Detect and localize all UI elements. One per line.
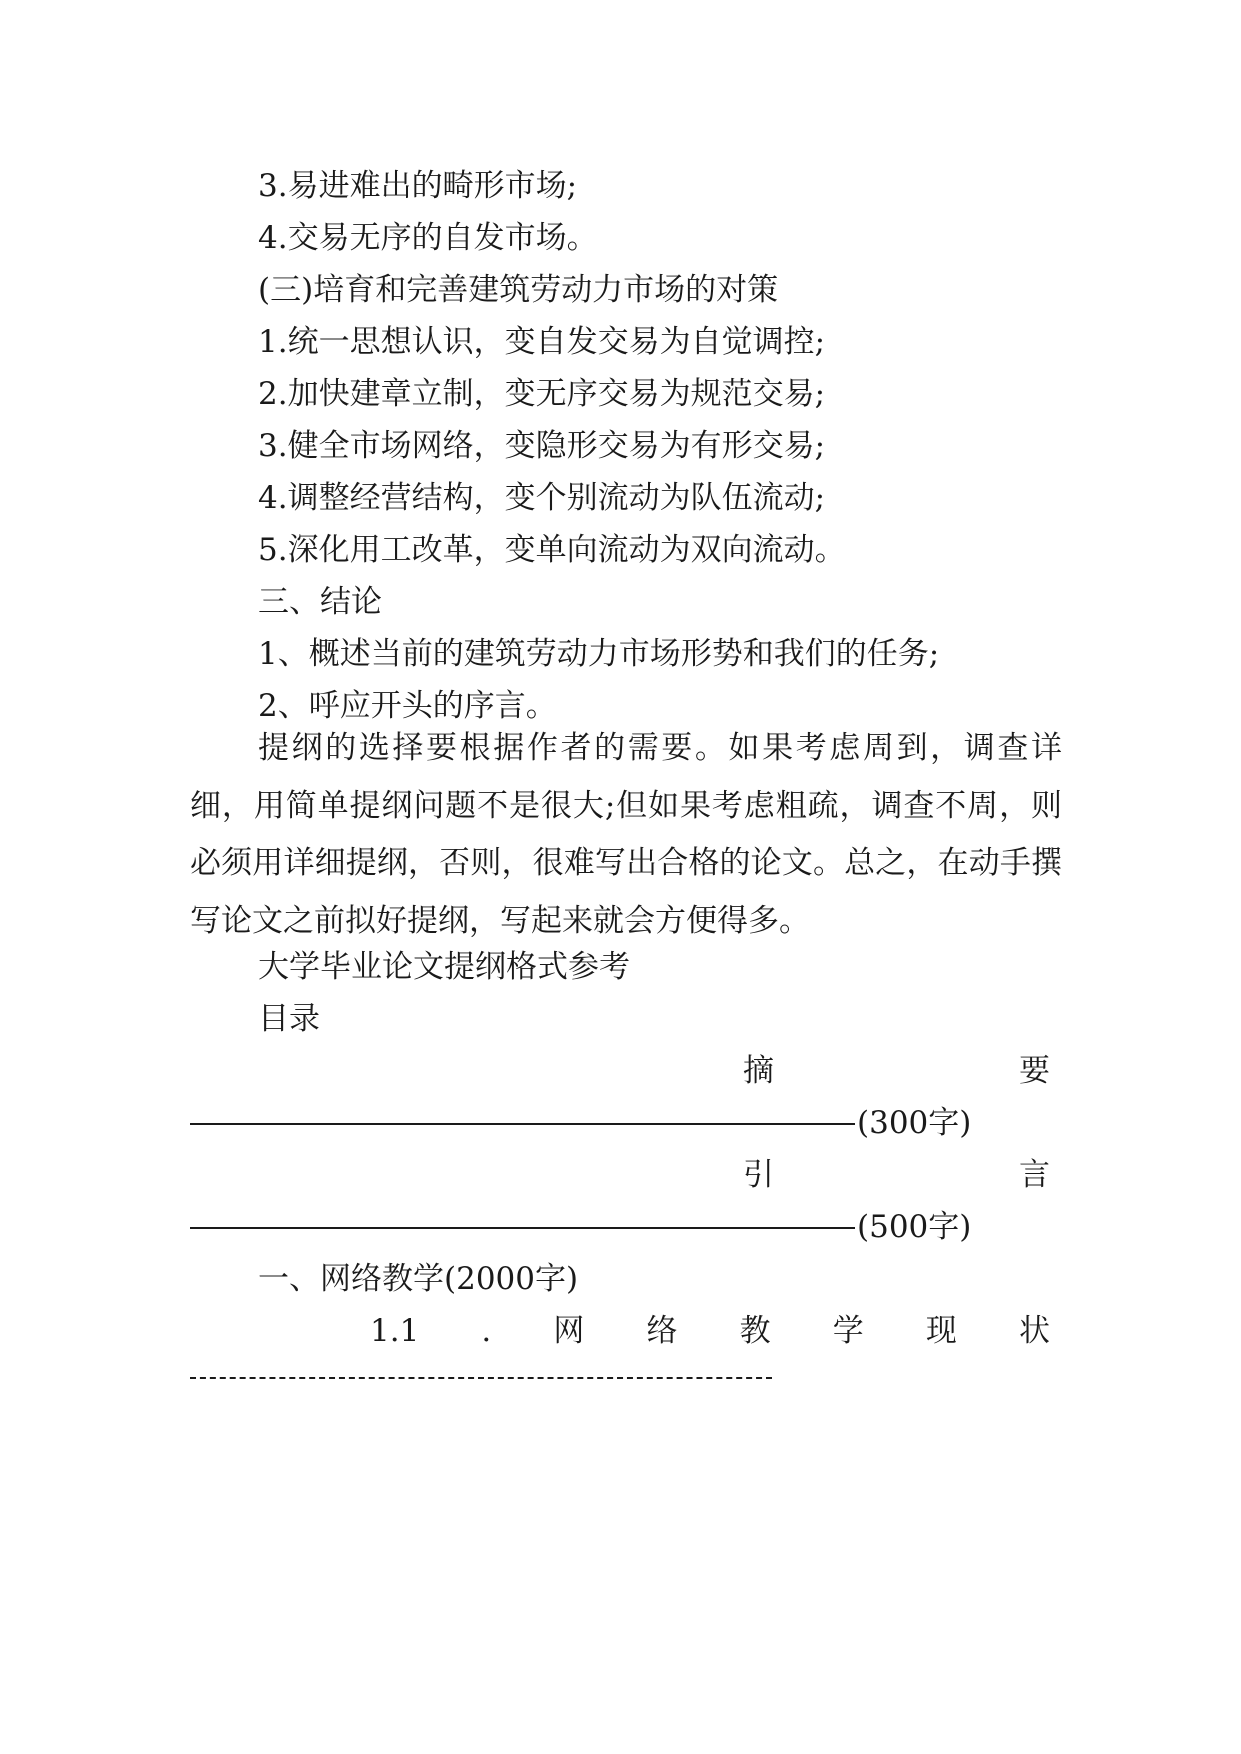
leader-rule	[190, 1123, 855, 1125]
paragraph-text: 提纲的选择要根据作者的需要。如果考虑周到，调查详细，用简单提纲问题不是很大;但如果考虑粗疏，调查不周，则必须用详细提纲，否则，很难写出合格的论文。总之，在动手撰写论文之前拟好提纲，写起来就会方便得多。	[190, 730, 1062, 939]
section-heading: 一、网络教学(2000字)	[258, 1261, 579, 1297]
list-item: 2、呼应开头的序言。	[258, 688, 557, 724]
section-heading: 三、结论	[258, 584, 382, 620]
toc-entry-abstract	[743, 1051, 1050, 1091]
toc-entry-1-1	[370, 1311, 1050, 1351]
toc-char: 1.1	[370, 1313, 420, 1349]
list-item: 3.易进难出的畸形市场;	[258, 168, 578, 204]
toc-char: 教	[739, 1313, 771, 1349]
leader-dashed-rule	[190, 1377, 772, 1379]
toc-char: 状	[1018, 1313, 1050, 1349]
list-item: 5.深化用工改革，变单向流动为双向流动。	[258, 532, 846, 568]
toc-char: 现	[925, 1313, 957, 1349]
toc-char: 摘	[743, 1053, 774, 1089]
list-item: 3.健全市场网络，变隐形交易为有形交易;	[258, 428, 826, 464]
toc-char: 引	[743, 1157, 774, 1193]
list-item: 2.加快建章立制，变无序交易为规范交易;	[258, 376, 826, 412]
word-count: (300字)	[857, 1105, 972, 1141]
toc-heading: 目录	[258, 1001, 320, 1037]
toc-char: 言	[1019, 1157, 1050, 1193]
outline-title: 大学毕业论文提纲格式参考	[258, 949, 630, 985]
list-item: 1.统一思想认识，变自发交易为自觉调控;	[258, 324, 826, 360]
list-item: 4.交易无序的自发市场。	[258, 220, 598, 256]
body-paragraph	[190, 720, 1062, 950]
list-item: 1、概述当前的建筑劳动力市场形势和我们的任务;	[258, 636, 940, 672]
list-item: 4.调整经营结构，变个别流动为队伍流动;	[258, 480, 826, 516]
toc-char: 络	[646, 1313, 678, 1349]
toc-char: 学	[832, 1313, 864, 1349]
toc-char: 要	[1019, 1053, 1050, 1089]
section-heading: (三)培育和完善建筑劳动力市场的对策	[258, 272, 779, 308]
toc-entry-intro	[743, 1155, 1050, 1195]
toc-char: .	[481, 1313, 492, 1349]
word-count: (500字)	[857, 1209, 972, 1245]
leader-rule	[190, 1227, 855, 1229]
toc-char: 网	[553, 1313, 585, 1349]
